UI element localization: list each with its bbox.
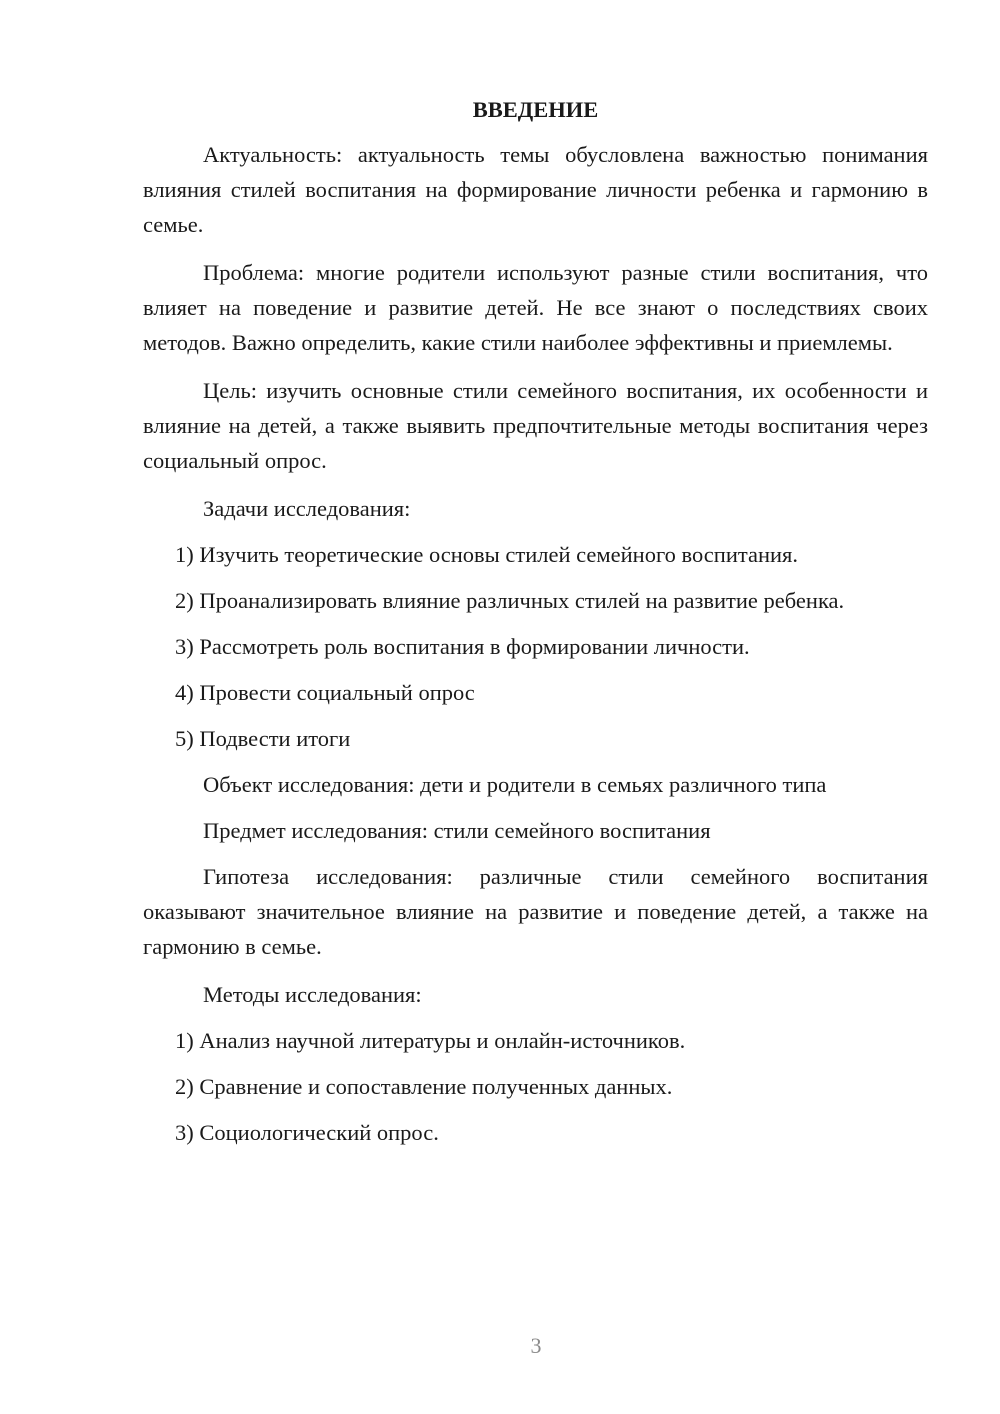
list-item: 3) Социологический опрос. [175, 1120, 439, 1145]
page-content [143, 92, 928, 1161]
page-title: ВВЕДЕНИЕ [472, 97, 599, 122]
tasks-list [143, 537, 928, 756]
paragraph-object: Объект исследования: дети и родители в семьях различного типа [203, 772, 827, 797]
page-number: 3 [530, 1333, 542, 1358]
list-item: 2) Сравнение и сопоставление полученных данных. [175, 1074, 673, 1099]
paragraph-subject: Предмет исследования: стили семейного воспитания [203, 818, 711, 843]
paragraph-problem: Проблема: многие родители используют разные стили воспитания, что влияет на поведение и развитие детей. Не все знают о последствиях своих методов. Важно определить, какие стили наиболее эффективны и приемлемы. [143, 260, 928, 355]
paragraph-hypothesis: Гипотеза исследования: различные стили семейного воспитания оказывают значительное влияние на развитие и поведение детей, а также на гармонию в семье. [143, 864, 928, 959]
list-item: 1) Изучить теоретические основы стилей семейного воспитания. [175, 542, 799, 567]
methods-list [143, 1023, 928, 1150]
paragraph-goal: Цель: изучить основные стили семейного воспитания, их особенности и влияние на детей, а также выявить предпочтительные методы воспитания через социальный опрос. [143, 378, 928, 473]
list-item: 5) Подвести итоги [175, 726, 351, 751]
methods-heading: Методы исследования: [203, 982, 422, 1007]
list-item: 4) Провести социальный опрос [175, 680, 475, 705]
list-item: 1) Анализ научной литературы и онлайн-источников. [175, 1028, 686, 1053]
paragraph-relevance: Актуальность: актуальность темы обусловлена важностью понимания влияния стилей воспитания на формирование личности ребенка и гармонию в семье. [143, 142, 928, 237]
list-item: 3) Рассмотреть роль воспитания в формировании личности. [175, 634, 750, 659]
tasks-heading: Задачи исследования: [203, 496, 411, 521]
list-item: 2) Проанализировать влияние различных стилей на развитие ребенка. [175, 588, 845, 613]
